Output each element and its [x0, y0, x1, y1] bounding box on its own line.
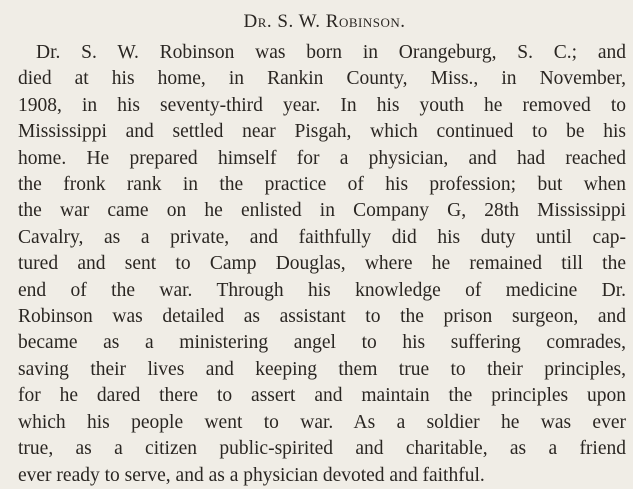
- text-line: died at his home, in Rankin County, Miss., in November,: [18, 68, 626, 90]
- text-line: true, as a citizen public-spirited and charitable, as a friend: [18, 438, 626, 460]
- article-title: Dr. S. W. Robinson.: [243, 11, 406, 32]
- text-line: Mississippi and settled near Pisgah, which continued to be his: [18, 121, 626, 143]
- text-line: which his people went to war. As a soldier he was ever: [18, 411, 626, 433]
- text-line: saving their lives and keeping them true to their principles,: [18, 358, 626, 380]
- text-line: home. He prepared himself for a physician, and had reached: [18, 147, 626, 169]
- text-line: 1908, in his seventy-third year. In his youth he removed to: [18, 94, 626, 116]
- text-line: for he dared there to assert and maintain the principles upon: [18, 385, 626, 407]
- text-line: Dr. S. W. Robinson was born in Orangeburg, S. C.; and: [36, 42, 626, 63]
- text-line: Cavalry, as a private, and faithfully did his duty until cap-: [18, 226, 626, 248]
- text-line: Robinson was detailed as assistant to the prison surgeon, and: [18, 306, 626, 328]
- text-line: ever ready to serve, and as a physician devoted and faithful.: [18, 464, 485, 486]
- text-line: the fronk rank in the practice of his profession; but when: [18, 174, 626, 196]
- article-body: [18, 40, 626, 489]
- text-line: tured and sent to Camp Douglas, where he remained till the: [18, 253, 626, 275]
- text-line: the war came on he enlisted in Company G, 28th Mississippi: [18, 200, 626, 222]
- text-line: end of the war. Through his knowledge of medicine Dr.: [18, 279, 626, 301]
- text-line: became as a ministering angel to his suffering comrades,: [18, 332, 626, 354]
